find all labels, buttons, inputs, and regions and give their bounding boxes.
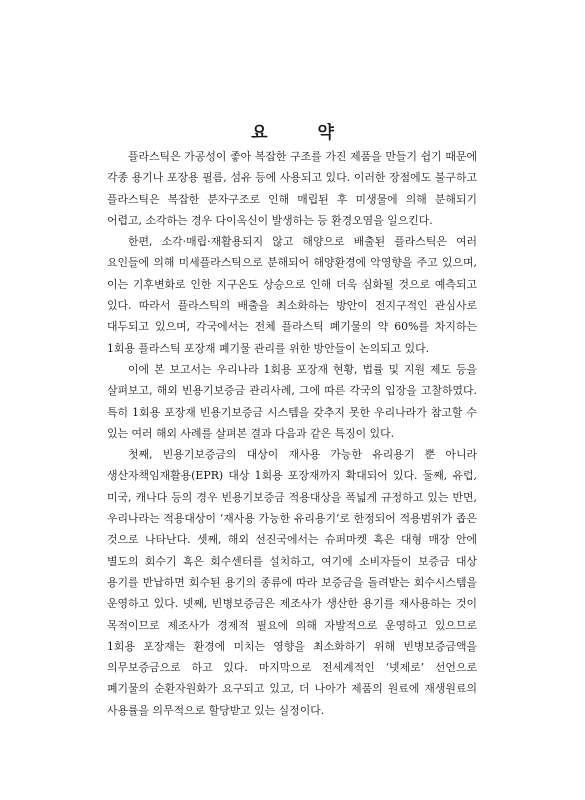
summary-paragraph-4: 첫째, 빈용기보증금의 대상이 재사용 가능한 유리용기 뿐 아니라 생산자책임재활용(EPR) 대상 1회용 포장재까지 확대되어 있다. 둘째, 유럽, 미국, 캐나다 등의 경우 빈용기보증금 적용대상을 폭넓게 규정하고 있는 반면, 우리나라는 적용대상이 ‘재사용 가능한 유리용기’로 한정되어 적용범위가 좁은 것으로 나타난다. 셋째, 해외 선진국에서는 슈퍼마켓 혹은 대형 매장 안에 별도의 회수기 혹은 회수센터를 설치하고, 여기에 소비자들이 보증금 대상 용기를 반납하면 회수된 용기의 종류에 따라 보증금을 돌려받는 회수시스템을 운영하고 있다. 넷째, 빈병보증금은 제조사가 생산한 용기를 재사용하는 것이 목적이므로 제조사가 경제적 필요에 의해 자발적으로 운영하고 있으므로 1회용 포장재는 환경에 미치는 영향을 최소화하기 위해 빈병보증금액을 의무보증금으로 하고 있다. 마지막으로 전세계적인 ‘넷제로’ 선언으로 폐기물의 순환자원화가 요구되고 있고, 더 나아가 제품의 원료에 재생원료의 사용률을 의무적으로 할당받고 있는 실정이다. xyxy=(107,448,477,717)
summary-paragraph-3: 이에 본 보고서는 우리나라 1회용 포장재 현황, 법률 및 지원 제도 등을 살펴보고, 해외 빈용기보증금 관리사례, 그에 따른 각국의 입장을 고찰하였다. 특히 1회용 포장재 빈용기보증금 시스템을 갖추지 못한 우리나라가 참고할 수 있는 여러 해외 사례를 살펴본 결과 다음과 같은 특징이 있다. xyxy=(107,362,477,440)
summary-body xyxy=(107,146,477,721)
summary-paragraph-1: 플라스틱은 가공성이 좋아 복잡한 구조를 가진 제품을 만들기 쉽기 때문에 각종 용기나 포장용 필름, 섬유 등에 사용되고 있다. 이러한 장점에도 불구하고 플라스틱은 복잡한 분자구조로 인해 매립된 후 미생물에 의해 분해되기 어렵고, 소각하는 경우 다이옥신이 발생하는 등 환경오염을 일으킨다. xyxy=(107,150,477,227)
summary-paragraph-2: 한편, 소각·매립·재활용되지 않고 해양으로 배출된 플라스틱은 여러 요인들에 의해 미세플라스틱으로 분해되어 해양환경에 악영향을 주고 있으며, 이는 기후변화로 인한 지구온도 상승으로 인해 더욱 심화될 것으로 예측되고 있다. 따라서 플라스틱의 배출을 최소화하는 방안이 전지구적인 관심사로 대두되고 있으며, 각국에서는 전체 플라스틱 폐기물의 약 60%를 차지하는 1회용 플라스틱 포장재 폐기물 관리를 위한 방안들이 논의되고 있다. xyxy=(107,235,477,355)
summary-title: 요 약 xyxy=(251,123,356,143)
